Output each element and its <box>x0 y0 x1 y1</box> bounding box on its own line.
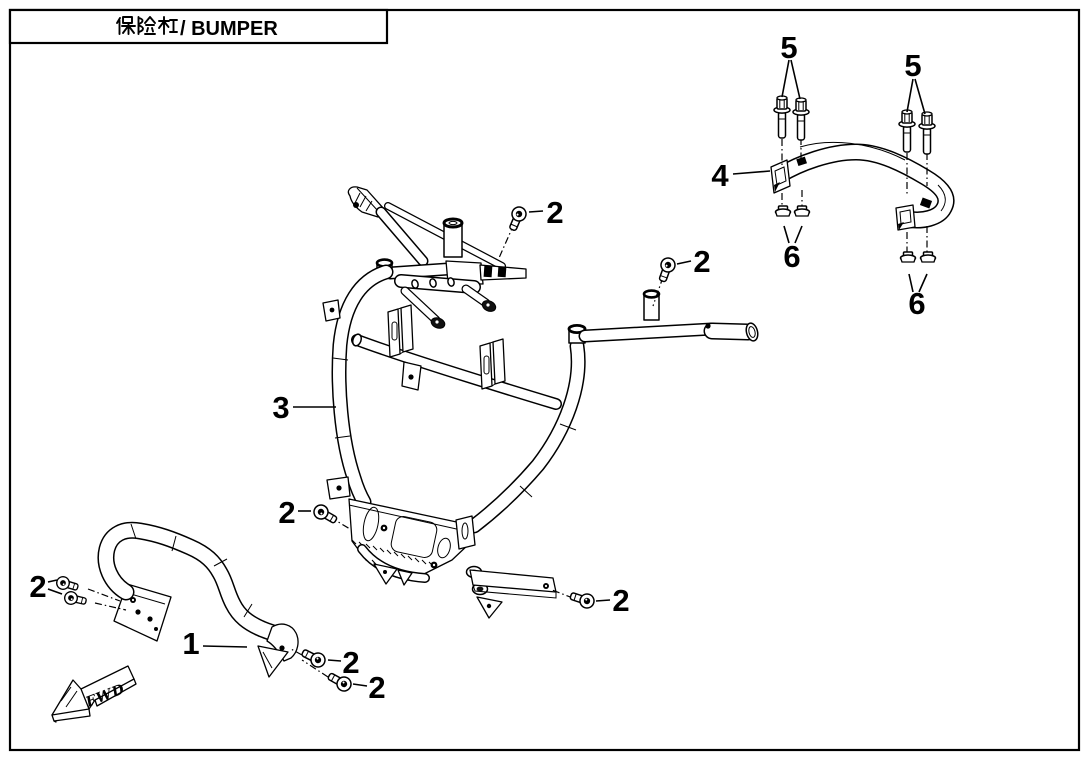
callout-2: 2 <box>368 670 386 705</box>
callout-6: 6 <box>783 239 801 274</box>
page-frame <box>10 10 1079 750</box>
flange-nut-icon <box>921 252 936 262</box>
callout-3: 3 <box>272 390 290 425</box>
fwd-label: FWD <box>83 681 128 711</box>
title-text: / BUMPER <box>180 18 278 40</box>
callout-6: 6 <box>908 286 926 321</box>
callout-4: 4 <box>711 158 729 193</box>
frame-tube-stub-left <box>444 219 462 257</box>
callout-2: 2 <box>693 244 711 279</box>
flange-nut-icon <box>901 252 916 262</box>
callout-2: 2 <box>278 495 296 530</box>
flange-nut-icon <box>776 206 791 216</box>
callout-2: 2 <box>546 195 564 230</box>
callout-2: 2 <box>612 583 630 618</box>
flange-nut-icon <box>795 206 810 216</box>
callout-2: 2 <box>342 645 360 680</box>
callout-5: 5 <box>780 30 798 65</box>
callout-2: 2 <box>29 569 47 604</box>
callout-5: 5 <box>904 48 922 83</box>
callout-1: 1 <box>182 626 200 661</box>
